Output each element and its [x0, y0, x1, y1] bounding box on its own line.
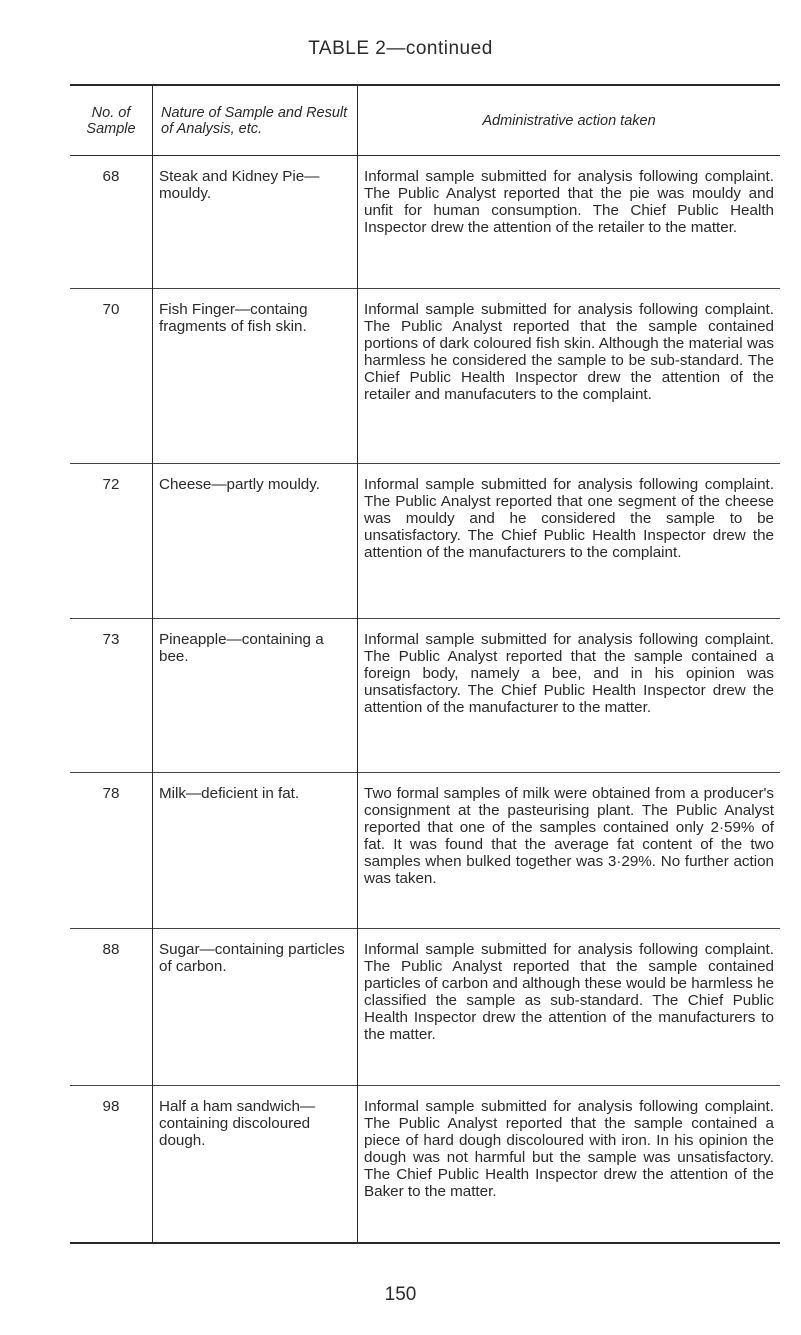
table-row: [70, 773, 780, 929]
column-header-no: No. of Sample: [70, 85, 153, 156]
sample-nature: Pineapple—containing a bee.: [153, 619, 358, 773]
table-row: [70, 156, 780, 289]
sample-nature: Cheese—partly mouldy.: [153, 464, 358, 619]
administrative-action: Informal sample submitted for analysis following complaint. The Public Analyst reported that the pie was mouldy and unfit for human consumption. The Chief Public Health Inspector drew the attention of the retailer to the matter.: [364, 168, 774, 236]
sample-number: 88: [70, 929, 153, 1086]
sample-nature: Half a ham sandwich—containing discoloured dough.: [153, 1086, 358, 1243]
sample-number: 70: [70, 289, 153, 464]
page-number: 150: [384, 1284, 417, 1305]
sample-number: 98: [70, 1086, 153, 1243]
administrative-action: Informal sample submitted for analysis following complaint. The Public Analyst reported that one segment of the cheese was mouldy and he considered the sample to be unsatisfactory. The Chief Public Health Inspector drew the attention of the manufacturers to the complaint.: [358, 464, 781, 619]
table-row: [70, 929, 780, 1086]
column-header-nature: Nature of Sample and Result of Analysis, etc.: [153, 85, 358, 156]
sample-number: 73: [70, 619, 153, 773]
sample-number: 78: [70, 773, 153, 929]
table-row: [70, 464, 780, 619]
administrative-action: Informal sample submitted for analysis following complaint. The Public Analyst reported that the sample contained a piece of hard dough discoloured with iron. In his opinion the dough was not harmful but the sample was unsatisfactory. The Chief Public Health Inspector drew the attention of the Baker to the matter.: [358, 1086, 781, 1243]
sample-nature: Steak and Kidney Pie—mouldy.: [153, 156, 358, 289]
sample-number: 72: [70, 464, 153, 619]
administrative-action: Informal sample submitted for analysis following complaint. The Public Analyst reported that the sample contained a foreign body, namely a bee, and in his opinion was unsatisfactory. The Chief Public Health Inspector drew the attention of the manufacturer to the matter.: [358, 619, 781, 773]
table-row: [70, 1086, 780, 1243]
page-title: TABLE 2—continued: [308, 38, 493, 59]
sample-nature: Fish Finger—containg fragments of fish skin.: [153, 289, 358, 464]
sample-number: 68: [70, 156, 153, 289]
administrative-action: Informal sample submitted for analysis following complaint. The Public Analyst reported that the sample contained particles of carbon and although these would be harmless he classified the sample as sub-standard. The Chief Public Health Inspector drew the attention of the manufacturers to the matter.: [358, 929, 781, 1086]
administrative-action: Two formal samples of milk were obtained from a producer's consignment at the pasteurising plant. The Public Analyst reported that one of the samples contained only 2·59% of fat. It was found that the average fat content of the two samples when bulked together was 3·29%. No further action was taken.: [358, 773, 781, 929]
administrative-action: Informal sample submitted for analysis following complaint. The Public Analyst reported that the sample contained portions of dark coloured fish skin. Although the material was harmless he considered the sample to be sub-standard. The Chief Public Health Inspector drew the attention of the retailer and manufacuters to the complaint.: [358, 289, 781, 464]
column-header-action: Administrative action taken: [358, 85, 781, 156]
sample-nature: Milk—deficient in fat.: [153, 773, 358, 929]
table-row: [70, 619, 780, 773]
table-header-row: [70, 85, 780, 156]
sample-table: [70, 84, 780, 1244]
sample-nature: Sugar—containing particles of carbon.: [153, 929, 358, 1086]
table-row: [70, 289, 780, 464]
